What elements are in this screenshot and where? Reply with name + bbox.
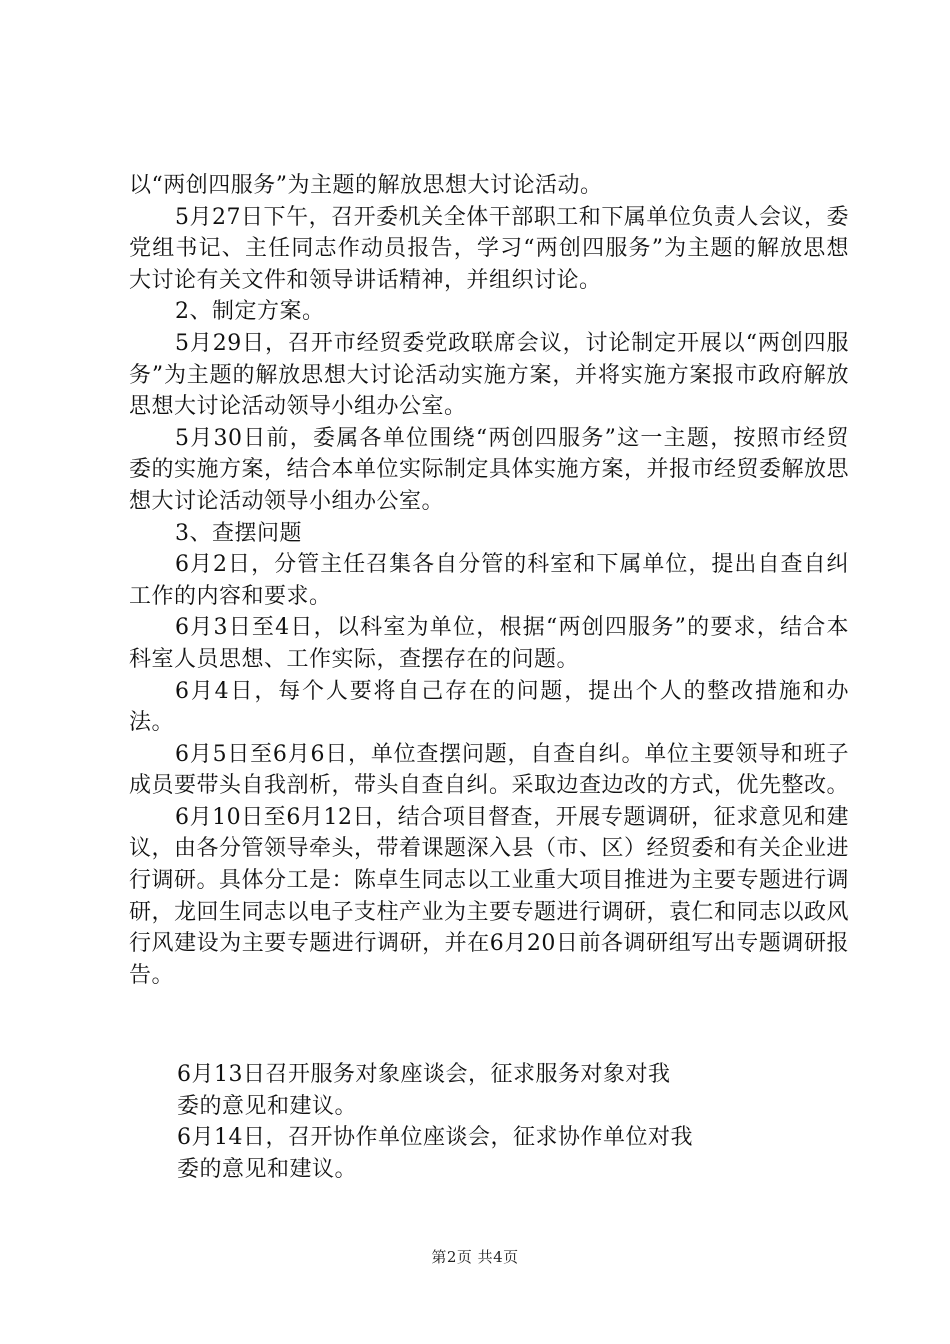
paragraph-8: 6月3日至4日，以科室为单位，根据“两创四服务”的要求，结合本科室人员思想、工作实际，查摆存在的问题。 — [129, 615, 849, 672]
tail-paragraph-2-line-1: 6月14日，召开协作单位座谈会，征求协作单位对我 — [177, 1125, 693, 1151]
paragraph-1: 以“两创四服务”为主题的解放思想大讨论活动。 — [129, 173, 603, 198]
paragraph-5: 5月30日前，委属各单位围绕“两创四服务”这一主题，按照市经贸委的实施方案，结合本单位实际制定具体实施方案，并报市经贸委解放思想大讨论活动领导小组办公室。 — [129, 425, 850, 514]
paragraph-6: 3、查摆问题 — [175, 520, 302, 546]
paragraph-10: 6月5日至6月6日，单位查摆问题，自查自纠。单位主要领导和班子成员要带头自我剖析，带头自查自纠。采取边查边改的方式，优先整改。 — [129, 741, 850, 799]
paragraph-7: 6月2日，分管主任召集各自分管的科室和下属单位，提出自查自纠工作的内容和要求。 — [129, 552, 849, 609]
paragraph-4: 5月29日，召开市经贸委党政联席会议，讨论制定开展以“两创四服务”为主题的解放思想大讨论活动实施方案，并将实施方案报市政府解放思想大讨论活动领导小组办公室。 — [129, 330, 849, 420]
tail-paragraph-1-line-2: 委的意见和建议。 — [177, 1093, 358, 1119]
paragraph-11: 6月10日至6月12日，结合项目督查，开展专题调研，征求意见和建议，由各分管领导牵头，带着课题深入县（市、区）经贸委和有关企业进行调研。具体分工是：陈卓生同志以工业重大项目推进为主要专题进行调研，龙回生同志以电子支柱产业为主要专题进行调研，袁仁和同志以政风行风建设为主要专题进行调研，并在6月20日前各调研组写出专题调研报告。 — [129, 804, 850, 988]
page-number-footer: 第2页 共4页 — [431, 1248, 519, 1266]
paragraph-3: 2、制定方案。 — [175, 299, 325, 325]
tail-paragraph-2-line-2: 委的意见和建议。 — [177, 1156, 358, 1182]
body-text — [129, 170, 849, 991]
tail-paragraph-1-line-1: 6月13日召开服务对象座谈会，征求服务对象对我 — [177, 1062, 671, 1087]
paragraph-2: 5月27日下午，召开委机关全体干部职工和下属单位负责人会议，委党组书记、主任同志作动员报告，学习“两创四服务”为主题的解放思想大讨论有关文件和领导讲话精神，并组织讨论。 — [129, 204, 849, 293]
paragraph-9: 6月4日，每个人要将自己存在的问题，提出个人的整改措施和办法。 — [129, 678, 849, 736]
tail-text — [177, 1059, 777, 1185]
